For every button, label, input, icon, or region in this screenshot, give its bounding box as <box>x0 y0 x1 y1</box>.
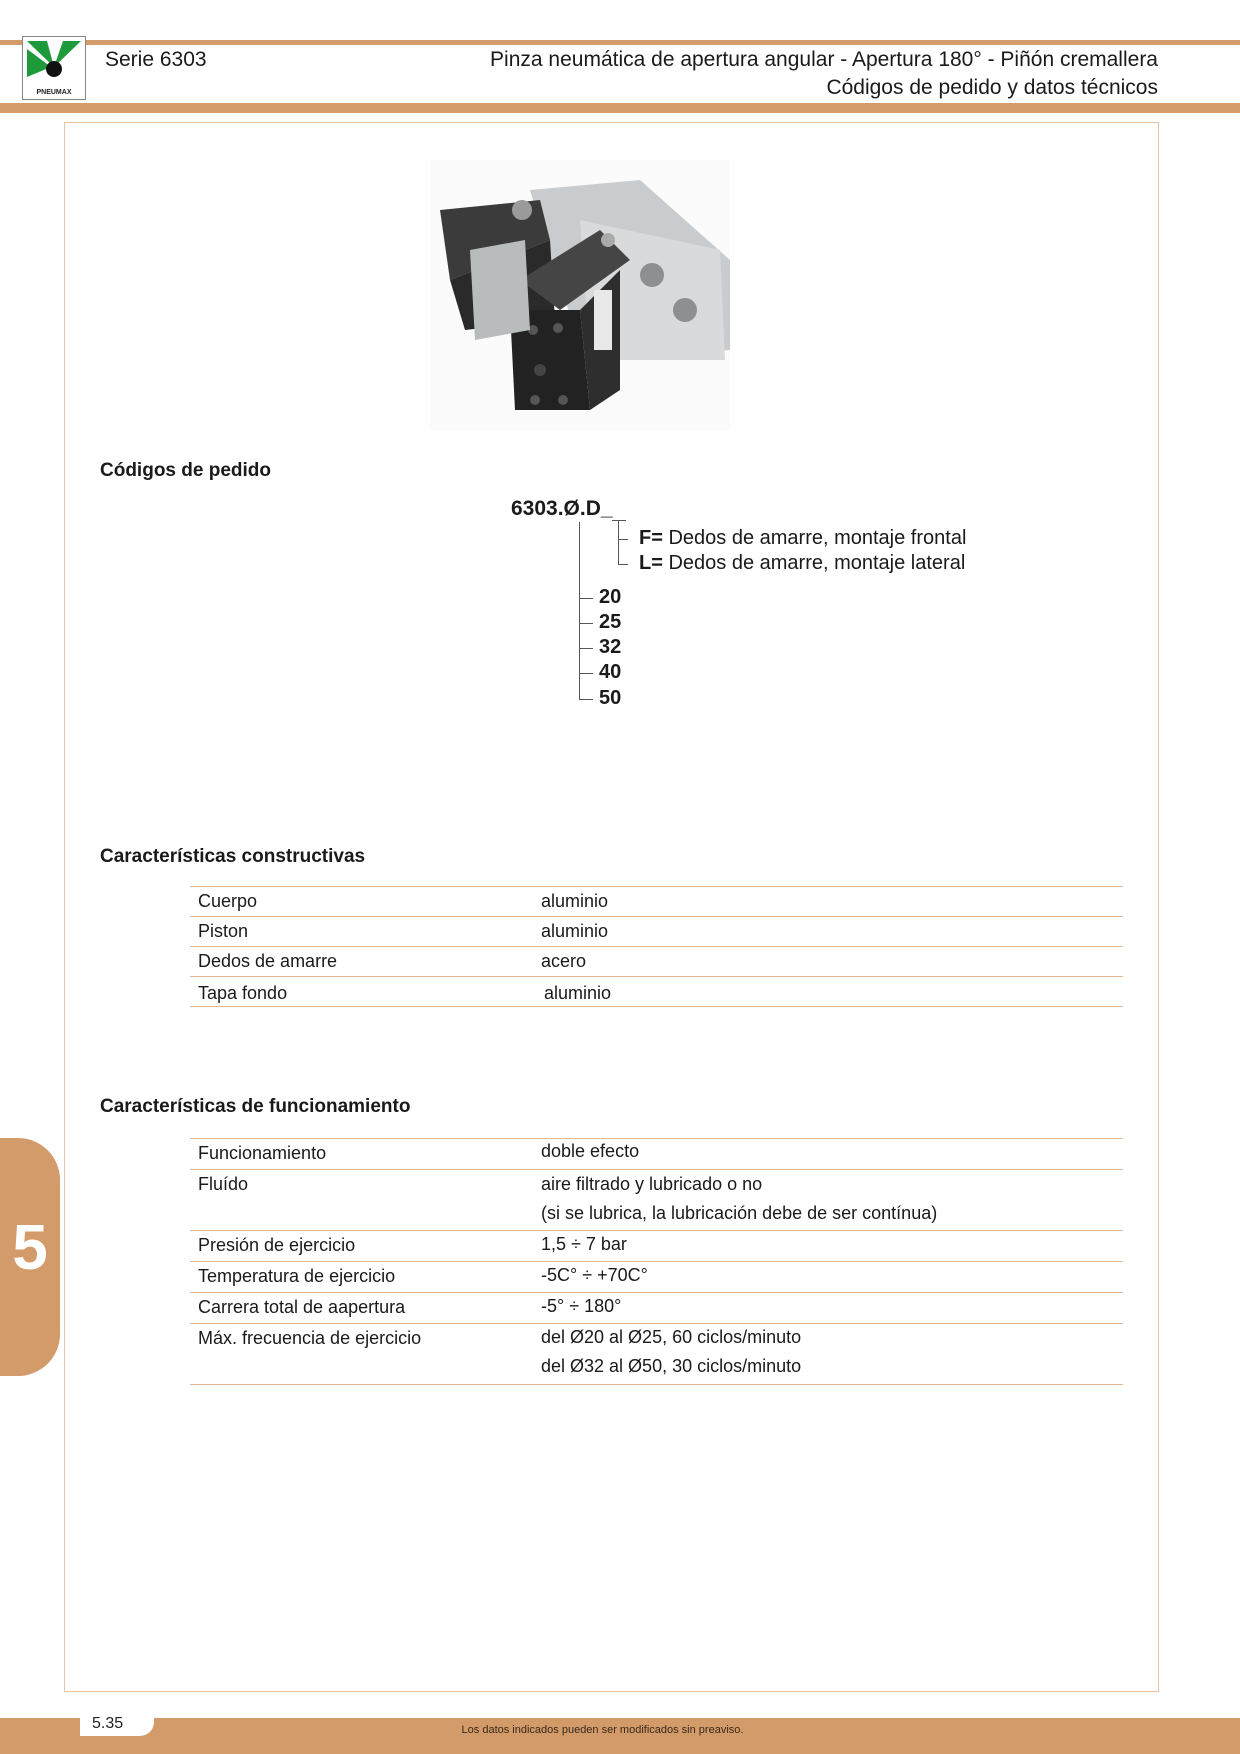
row-value: (si se lubrica, la lubricación debe de ser contínua) <box>541 1203 938 1223</box>
table-row <box>190 976 1123 1006</box>
page-number: 5.35 <box>92 1715 124 1732</box>
code-tree-line <box>618 539 628 540</box>
code-tree-line <box>618 564 628 565</box>
chapter-number: 5 <box>12 1211 48 1283</box>
row-label: Tapa fondo <box>198 983 288 1003</box>
row-value: aluminio <box>544 983 612 1003</box>
table-row <box>190 1169 1123 1200</box>
row-value: del Ø20 al Ø25, 60 ciclos/minuto <box>541 1327 802 1347</box>
order-code: 6303.Ø.D_ <box>511 497 613 520</box>
order-codes-heading: Códigos de pedido <box>100 460 271 481</box>
row-value: -5C° ÷ +70C° <box>541 1265 648 1285</box>
diameter-option: 40 <box>599 661 622 683</box>
diameter-option: 50 <box>599 687 622 709</box>
svg-text:PNEUMAX: PNEUMAX <box>36 89 72 96</box>
construction-table <box>190 886 1123 1007</box>
code-tree-line <box>579 699 593 700</box>
code-tree-line <box>612 520 626 521</box>
row-value: doble efecto <box>541 1141 640 1161</box>
row-value: aluminio <box>541 891 609 911</box>
option-frontal: F= Dedos de amarre, montaje frontal <box>639 527 967 549</box>
row-value: -5° ÷ 180° <box>541 1296 622 1316</box>
table-bottom-rule <box>190 1384 1123 1385</box>
table-row <box>190 1138 1123 1169</box>
code-tree-line <box>618 520 619 565</box>
row-label: Dedos de amarre <box>198 951 338 971</box>
code-tree-line <box>579 648 593 649</box>
footer-disclaimer: Los datos indicados pueden ser modificados sin preaviso. <box>461 1724 744 1736</box>
table-row <box>190 1230 1123 1261</box>
table-row <box>190 946 1123 976</box>
row-value: aire filtrado y lubricado o no <box>541 1174 763 1194</box>
row-label: Piston <box>198 921 249 941</box>
table-row <box>190 1261 1123 1292</box>
row-label: Funcionamiento <box>198 1143 327 1163</box>
gripper-product-photo <box>430 160 730 430</box>
operation-table <box>190 1138 1123 1385</box>
row-value: aluminio <box>541 921 609 941</box>
option-lateral: L= Dedos de amarre, montaje lateral <box>639 552 966 574</box>
row-value: del Ø32 al Ø50, 30 ciclos/minuto <box>541 1356 802 1376</box>
table-row <box>190 1292 1123 1323</box>
series-label: Serie 6303 <box>105 48 207 71</box>
table-row <box>190 916 1123 946</box>
diameter-option: 25 <box>599 611 622 633</box>
table-row <box>190 886 1123 916</box>
operation-heading: Características de funcionamiento <box>100 1096 411 1117</box>
row-label: Máx. frecuencia de ejercicio <box>198 1328 422 1348</box>
header-bottom-rule <box>0 103 1240 113</box>
row-label: Carrera total de aapertura <box>198 1297 406 1317</box>
page-title-line2: Códigos de pedido y datos técnicos <box>826 76 1158 99</box>
header-top-rule <box>0 40 1240 45</box>
diameter-option: 32 <box>599 636 622 658</box>
construction-heading: Características constructivas <box>100 846 366 867</box>
code-tree-line <box>579 673 593 674</box>
row-value: acero <box>541 951 587 971</box>
table-row-continuation <box>190 1200 1123 1230</box>
pneumax-logo <box>22 36 86 100</box>
table-row-continuation <box>190 1354 1123 1384</box>
code-tree-line <box>579 623 593 624</box>
table-bottom-rule <box>190 1006 1123 1007</box>
diameter-option: 20 <box>599 586 622 608</box>
row-value: 1,5 ÷ 7 bar <box>541 1234 627 1254</box>
row-label: Presión de ejercicio <box>198 1235 356 1255</box>
page-title-line1: Pinza neumática de apertura angular - Apertura 180° - Piñón cremallera <box>490 48 1158 71</box>
row-label: Fluído <box>198 1174 249 1194</box>
table-row <box>190 1323 1123 1354</box>
code-tree-line <box>579 598 593 599</box>
row-label: Cuerpo <box>198 891 258 911</box>
row-label: Temperatura de ejercicio <box>198 1266 396 1286</box>
